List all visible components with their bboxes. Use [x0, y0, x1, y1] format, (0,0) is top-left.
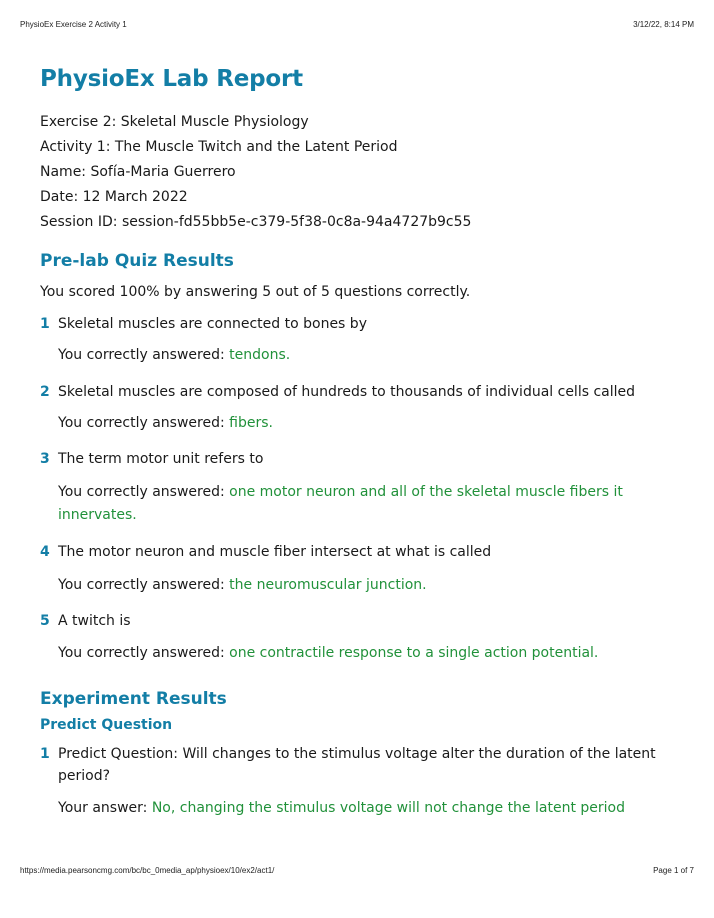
answer-value: one contractile response to a single action potential.: [229, 645, 599, 661]
prelab-question: [40, 313, 660, 335]
answer-prefix: You correctly answered:: [58, 415, 230, 431]
answer-prefix: Your answer:: [58, 800, 152, 816]
question-text: The motor neuron and muscle fiber intersect at what is called: [58, 544, 492, 560]
question-number: 1: [40, 746, 50, 762]
print-footer-page: Page 1 of 7: [653, 866, 694, 875]
answer-prefix: You correctly answered:: [58, 347, 230, 363]
question-text: The term motor unit refers to: [58, 451, 264, 467]
meta-date: Date: 12 March 2022: [40, 189, 188, 205]
question-number: 1: [40, 316, 50, 332]
print-footer-url: https://media.pearsoncmg.com/bc/bc_0media_ap/physioex/10/ex2/act1/: [20, 866, 275, 875]
prelab-question: [40, 381, 660, 403]
answer-prefix: You correctly answered:: [58, 484, 230, 500]
experiment-heading: Experiment Results: [40, 689, 227, 709]
answer-value: one motor neuron and all of the skeletal muscle fibers it innervates.: [58, 484, 623, 523]
prelab-answer: [58, 344, 660, 367]
answer-value: No, changing the stimulus voltage will not change the latent period: [151, 800, 625, 816]
print-header-timestamp: 3/12/22, 8:14 PM: [633, 20, 694, 29]
report-title: PhysioEx Lab Report: [40, 66, 303, 92]
print-header: [20, 20, 694, 29]
meta-session-id: Session ID: session-fd55bb5e-c379-5f38-0c8a-94a4727b9c55: [40, 214, 472, 230]
answer-prefix: You correctly answered:: [58, 577, 230, 593]
question-text: Skeletal muscles are connected to bones by: [58, 316, 367, 332]
prelab-score: You scored 100% by answering 5 out of 5 questions correctly.: [40, 284, 471, 300]
question-number: 5: [40, 613, 50, 629]
question-text: Skeletal muscles are composed of hundreds to thousands of individual cells called: [58, 384, 636, 400]
prelab-heading: Pre-lab Quiz Results: [40, 251, 234, 271]
prelab-question: [40, 541, 660, 563]
prelab-answer: [58, 574, 660, 597]
question-text: A twitch is: [58, 613, 131, 629]
print-header-title: PhysioEx Exercise 2 Activity 1: [20, 20, 127, 29]
report-content: [40, 66, 660, 820]
experiment-answer: [58, 797, 660, 820]
answer-value: tendons.: [229, 347, 291, 363]
report-meta: [40, 110, 660, 235]
meta-name: Name: Sofía-Maria Guerrero: [40, 164, 236, 180]
question-number: 4: [40, 544, 50, 560]
meta-exercise: Exercise 2: Skeletal Muscle Physiology: [40, 114, 309, 130]
answer-value: the neuromuscular junction.: [229, 577, 427, 593]
answer-prefix: You correctly answered:: [58, 645, 230, 661]
prelab-answer: [58, 642, 660, 665]
print-footer: [20, 866, 694, 875]
answer-value: fibers.: [229, 415, 273, 431]
prelab-question: [40, 448, 660, 470]
predict-question-heading: Predict Question: [40, 717, 173, 733]
experiment-question: [40, 743, 660, 787]
prelab-answer: [58, 481, 660, 527]
question-number: 3: [40, 451, 50, 467]
prelab-question: [40, 610, 660, 632]
question-number: 2: [40, 384, 50, 400]
meta-activity: Activity 1: The Muscle Twitch and the Latent Period: [40, 139, 398, 155]
prelab-answer: [58, 412, 660, 435]
question-text: Predict Question: Will changes to the stimulus voltage alter the duration of the latent period?: [58, 746, 656, 784]
